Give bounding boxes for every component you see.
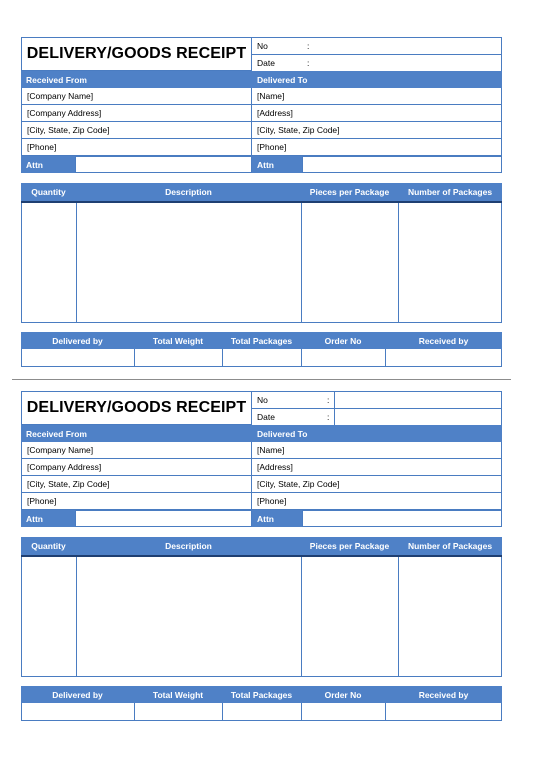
from-attn-value[interactable]	[75, 156, 252, 173]
from-city-state-zip[interactable]: [City, State, Zip Code]	[21, 122, 252, 139]
received-from-header: Received From	[21, 425, 252, 442]
no-colon: :	[327, 395, 330, 405]
receipt-form-2	[21, 391, 502, 700]
col-quantity: Quantity	[31, 541, 66, 551]
delivered-to-header: Delivered To	[252, 425, 502, 442]
to-attn-value[interactable]	[302, 510, 502, 527]
to-city-state-zip[interactable]: [City, State, Zip Code]	[251, 122, 502, 139]
col-received-by: Received by	[418, 335, 469, 346]
column-divider	[301, 203, 302, 322]
items-table-header	[21, 183, 502, 203]
col-pieces-per-package: Pieces per Package	[309, 187, 390, 197]
receipt-title: DELIVERY/GOODS RECEIPT	[26, 45, 247, 62]
no-field[interactable]	[251, 391, 502, 409]
receipt-header	[21, 37, 502, 173]
column-divider	[398, 203, 399, 322]
date-label: Date	[257, 412, 275, 422]
received-from-header: Received From	[21, 71, 252, 88]
footer-table-header	[21, 686, 502, 703]
column-divider	[301, 557, 302, 676]
column-divider	[76, 203, 77, 322]
page-divider	[12, 379, 511, 380]
to-attn-label: Attn	[252, 510, 303, 527]
to-phone[interactable]: [Phone]	[251, 139, 502, 156]
footer-table	[21, 686, 502, 721]
from-company-address[interactable]: [Company Address]	[21, 105, 252, 122]
items-table-body[interactable]	[21, 557, 502, 677]
from-company-name[interactable]: [Company Name]	[21, 88, 252, 105]
no-label: No	[257, 395, 268, 405]
to-address[interactable]: [Address]	[251, 105, 502, 122]
col-order-no: Order No	[324, 689, 362, 700]
to-address[interactable]: [Address]	[251, 459, 502, 476]
to-phone[interactable]: [Phone]	[251, 493, 502, 510]
column-divider	[76, 557, 77, 676]
items-table	[21, 183, 502, 323]
column-divider	[222, 703, 223, 720]
receipt-header	[21, 391, 502, 527]
no-field[interactable]	[251, 37, 502, 55]
col-received-by: Received by	[418, 689, 469, 700]
footer-table	[21, 332, 502, 367]
from-city-state-zip[interactable]: [City, State, Zip Code]	[21, 476, 252, 493]
col-total-weight: Total Weight	[152, 335, 204, 346]
from-attn-label: Attn	[21, 156, 76, 173]
cell-divider	[334, 392, 335, 408]
to-name[interactable]: [Name]	[251, 88, 502, 105]
receipt-form-1	[21, 37, 502, 346]
no-label: No	[257, 41, 268, 51]
column-divider	[385, 703, 386, 720]
col-delivered-by: Delivered by	[52, 689, 103, 700]
footer-table-body[interactable]	[21, 349, 502, 367]
to-name[interactable]: [Name]	[251, 442, 502, 459]
to-city-state-zip[interactable]: [City, State, Zip Code]	[251, 476, 502, 493]
column-divider	[398, 557, 399, 676]
date-field[interactable]	[251, 54, 502, 72]
cell-divider	[334, 409, 335, 425]
col-delivered-by: Delivered by	[52, 335, 103, 346]
delivered-to-header: Delivered To	[252, 71, 502, 88]
col-pieces-per-package: Pieces per Package	[309, 541, 390, 551]
col-quantity: Quantity	[31, 187, 66, 197]
col-number-of-packages: Number of Packages	[407, 187, 493, 197]
to-attn-value[interactable]	[302, 156, 502, 173]
to-attn-label: Attn	[252, 156, 303, 173]
column-divider	[222, 349, 223, 366]
items-table	[21, 537, 502, 677]
items-table-body[interactable]	[21, 203, 502, 323]
title-box	[21, 391, 252, 425]
col-total-packages: Total Packages	[230, 335, 293, 346]
footer-table-body[interactable]	[21, 703, 502, 721]
col-order-no: Order No	[324, 335, 362, 346]
from-attn-label: Attn	[21, 510, 76, 527]
col-description: Description	[165, 187, 212, 197]
column-divider	[385, 349, 386, 366]
column-divider	[301, 703, 302, 720]
receipt-title: DELIVERY/GOODS RECEIPT	[26, 399, 247, 416]
from-phone[interactable]: [Phone]	[21, 139, 252, 156]
from-attn-value[interactable]	[75, 510, 252, 527]
title-box	[21, 37, 252, 71]
col-number-of-packages: Number of Packages	[407, 541, 493, 551]
from-company-address[interactable]: [Company Address]	[21, 459, 252, 476]
column-divider	[301, 349, 302, 366]
column-divider	[134, 703, 135, 720]
col-description: Description	[165, 541, 212, 551]
col-total-weight: Total Weight	[152, 689, 204, 700]
col-total-packages: Total Packages	[230, 689, 293, 700]
date-colon: :	[307, 58, 310, 68]
date-label: Date	[257, 58, 275, 68]
date-colon: :	[327, 412, 330, 422]
footer-table-header	[21, 332, 502, 349]
from-phone[interactable]: [Phone]	[21, 493, 252, 510]
no-colon: :	[307, 41, 310, 51]
from-company-name[interactable]: [Company Name]	[21, 442, 252, 459]
items-table-header	[21, 537, 502, 557]
date-field[interactable]	[251, 408, 502, 426]
column-divider	[134, 349, 135, 366]
